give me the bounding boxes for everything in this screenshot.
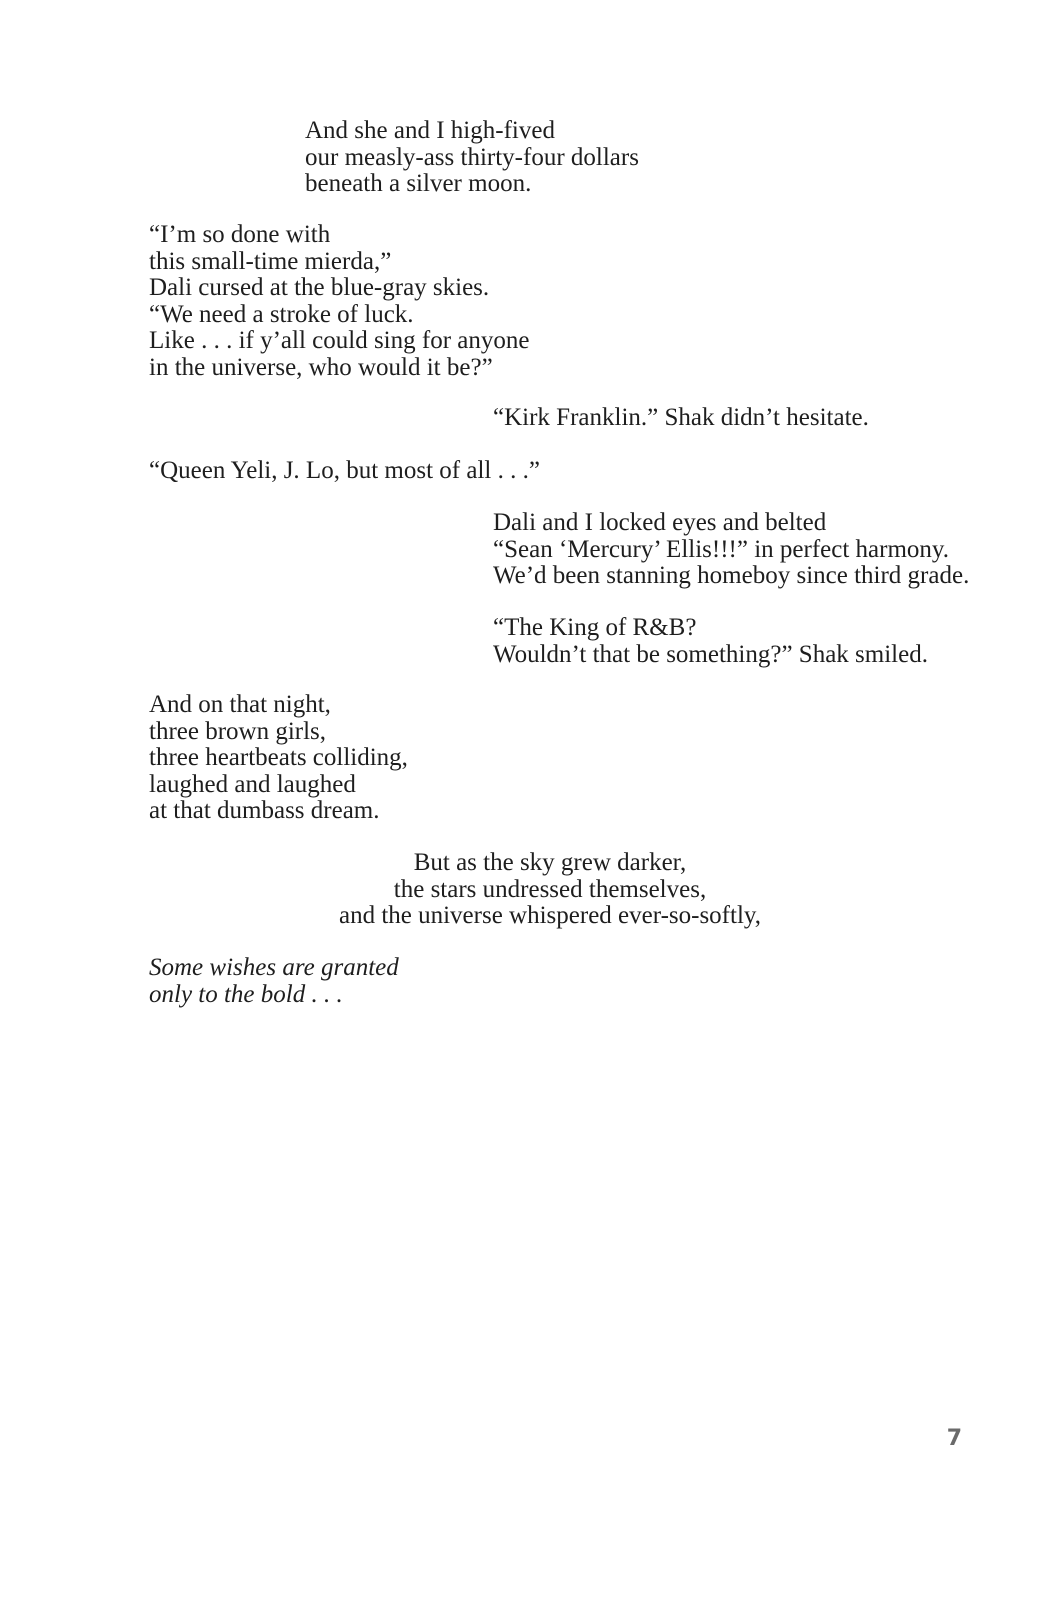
poem-line: three heartbeats colliding, bbox=[149, 744, 408, 771]
poem-line: But as the sky grew darker, bbox=[413, 849, 687, 876]
poem-line: “The King of R&B? bbox=[493, 614, 697, 641]
poem-line: beneath a silver moon. bbox=[305, 170, 532, 197]
poem-line: our measly-ass thirty-four dollars bbox=[305, 143, 639, 171]
poem-line: “Sean ‘Mercury’ Ellis!!!” in perfect harmony. bbox=[493, 535, 950, 563]
poem-line: Like . . . if y’all could sing for anyone bbox=[149, 327, 530, 354]
poem-line: laughed and laughed bbox=[149, 770, 356, 798]
stanza-that-night bbox=[149, 692, 408, 825]
poem-line: and the universe whispered ever-so-softly, bbox=[338, 902, 762, 929]
stanza-dali-question bbox=[149, 222, 529, 381]
stanza-universe-whisper bbox=[200, 850, 900, 930]
poem-line: Dali cursed at the blue-gray skies. bbox=[149, 274, 490, 301]
poem-line: Dali and I locked eyes and belted bbox=[493, 509, 827, 536]
poem-line: only to the bold . . . bbox=[149, 980, 343, 1008]
stanza-kirk-franklin bbox=[493, 405, 869, 432]
stanza-wishes-italic bbox=[149, 955, 399, 1008]
poem-line: “I’m so done with bbox=[149, 221, 331, 248]
stanza-locked-eyes bbox=[493, 510, 969, 590]
poem-line: We’d been stanning homeboy since third grade. bbox=[493, 562, 970, 589]
stanza-high-five bbox=[305, 118, 639, 198]
poem-line: at that dumbass dream. bbox=[149, 797, 380, 824]
poem-line: And on that night, bbox=[149, 691, 331, 718]
stanza-queen-yeli bbox=[149, 458, 540, 485]
poem-line: And she and I high-fived bbox=[305, 117, 555, 144]
poem-line: Some wishes are granted bbox=[149, 954, 399, 981]
poem-line: the stars undressed themselves, bbox=[393, 875, 707, 903]
poem-line: “Queen Yeli, J. Lo, but most of all . . .” bbox=[149, 457, 540, 484]
stanza-king-of-rnb bbox=[493, 615, 928, 668]
poem-line: Wouldn’t that be something?” Shak smiled. bbox=[493, 640, 928, 668]
poem-line: “Kirk Franklin.” Shak didn’t hesitate. bbox=[493, 404, 869, 431]
poem-line: in the universe, who would it be?” bbox=[149, 353, 493, 381]
page-number: 7 bbox=[946, 1426, 962, 1451]
poem-line: this small-time mierda,” bbox=[149, 247, 392, 275]
poem-line: “We need a stroke of luck. bbox=[149, 300, 414, 328]
poem-line: three brown girls, bbox=[149, 717, 327, 745]
